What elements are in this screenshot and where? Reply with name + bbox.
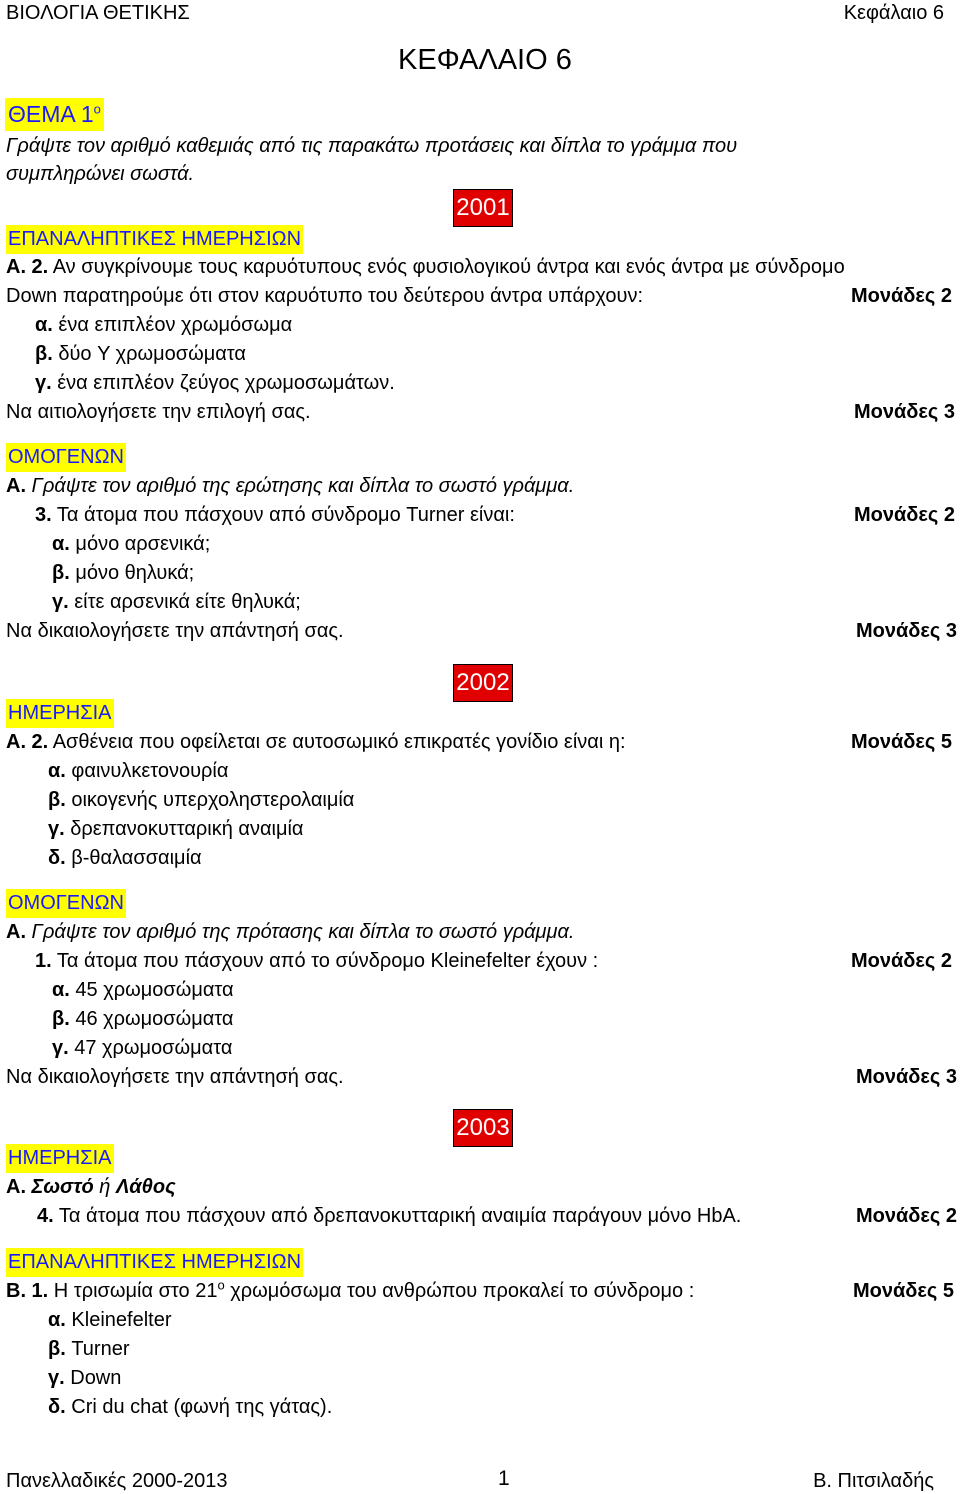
chapter-title: ΚΕΦΑΛΑΙΟ 6: [398, 44, 572, 76]
section-label: ΗΜΕΡΗΣΙΑ: [6, 699, 114, 728]
theme-label: ΘΕΜΑ $1^o$: [5, 98, 104, 131]
option-item: γ. δρεπανοκυτταρική αναιμία: [48, 818, 304, 840]
intro-line-1: Γράψτε τον αριθμό καθεμιάς από τις παρακάτω προτάσεις και δίπλα το γράμμα που: [6, 135, 738, 157]
justify-line: Να δικαιολογήσετε την απάντησή σας.: [6, 620, 344, 642]
option-item: γ. 47 χρωμοσώματα: [52, 1037, 233, 1059]
year-badge-2001: 2001: [453, 189, 513, 227]
justify-line: Να αιτιολογήσετε την επιλογή σας.: [6, 401, 311, 423]
units-label: Μονάδες 3: [856, 620, 957, 642]
units-label: Μονάδες 3: [856, 1066, 957, 1088]
header-subject: ΒΙΟΛΟΓΙΑ ΘΕΤΙΚΗΣ: [6, 2, 190, 24]
option-item: β. οικογενής υπερχοληστερολαιμία: [48, 789, 355, 811]
option-item: α. Kleinefelter: [48, 1309, 172, 1331]
option-item: α. μόνο αρσενικά;: [52, 533, 211, 555]
year-badge-2002: 2002: [453, 664, 513, 702]
page-number: 1: [498, 1467, 510, 1490]
header-chapter: Κεφάλαιο 6: [843, 2, 944, 24]
option-item: β. 46 χρωμοσώματα: [52, 1008, 234, 1030]
question-line: 4. Τα άτομα που πάσχουν από δρεπανοκυτταρική αναιμία παράγουν μόνο HbA.: [37, 1205, 742, 1227]
justify-line: Να δικαιολογήσετε την απάντησή σας.: [6, 1066, 344, 1088]
option-item: β. Turner: [48, 1338, 130, 1360]
question-line: Α. 2. Αν συγκρίνουμε τους καρυότυπους ενός φυσιολογικού άντρα και ενός άντρα με σύνδρομο: [6, 256, 845, 278]
units-label: Μονάδες 2: [856, 1205, 957, 1227]
option-item: β. δύο Y χρωμοσώματα: [35, 343, 246, 365]
option-item: α. φαινυλκετονουρία: [48, 760, 229, 782]
option-item: β. μόνο θηλυκά;: [52, 562, 195, 584]
units-label: Μονάδες 3: [854, 401, 955, 423]
units-label: Μονάδες 2: [851, 285, 952, 307]
option-item: γ. ένα επιπλέον ζεύγος χρωμοσωμάτων.: [35, 372, 395, 394]
question-line: Α. 2. Ασθένεια που οφείλεται σε αυτοσωμικό επικρατές γονίδιο είναι η:: [6, 731, 626, 753]
option-item: α. 45 χρωμοσώματα: [52, 979, 234, 1001]
section-label: ΕΠΑΝΑΛΗΠΤΙΚΕΣ ΗΜΕΡΗΣΙΩΝ: [6, 1248, 303, 1277]
option-item: δ. β-θαλασσαιμία: [48, 847, 202, 869]
units-label: Μονάδες 2: [851, 950, 952, 972]
units-label: Μονάδες 5: [851, 731, 952, 753]
option-item: δ. Cri du chat (φωνή της γάτας).: [48, 1396, 333, 1418]
footer-author: Β. Πιτσιλαδής: [813, 1470, 934, 1492]
question-line: 1. Τα άτομα που πάσχουν από το σύνδρομο Kleinefelter έχουν :: [35, 950, 599, 972]
section-label: ΗΜΕΡΗΣΙΑ: [6, 1144, 114, 1173]
instruction-line: Α. Σωστό ή Λάθος: [6, 1176, 176, 1198]
section-label: ΟΜΟΓΕΝΩΝ: [6, 443, 126, 472]
option-item: γ. Down: [48, 1367, 122, 1389]
units-label: Μονάδες 5: [853, 1280, 954, 1302]
footer-left: Πανελλαδικές 2000-2013: [6, 1470, 228, 1492]
section-label: ΟΜΟΓΕΝΩΝ: [6, 889, 126, 918]
option-item: γ. είτε αρσενικά είτε θηλυκά;: [52, 591, 301, 613]
question-line: Β. 1. Η τρισωμία στο $21^o$ χρωμόσωμα του ανθρώπου προκαλεί το σύνδρομο :: [6, 1277, 695, 1302]
instruction-line: Α. Γράψτε τον αριθμό της ερώτησης και δίπλα το σωστό γράμμα.: [6, 475, 575, 497]
instruction-line: Α. Γράψτε τον αριθμό της πρότασης και δίπλα το σωστό γράμμα.: [6, 921, 575, 943]
intro-line-2: συμπληρώνει σωστά.: [6, 163, 195, 185]
question-line: Down παρατηρούμε ότι στον καρυότυπο του δεύτερου άντρα υπάρχουν:: [6, 285, 644, 307]
question-line: 3. Τα άτομα που πάσχουν από σύνδρομο Turner είναι:: [35, 504, 515, 526]
option-item: α. ένα επιπλέον χρωμόσωμα: [35, 314, 293, 336]
year-badge-2003: 2003: [453, 1109, 513, 1147]
units-label: Μονάδες 2: [854, 504, 955, 526]
section-label: ΕΠΑΝΑΛΗΠΤΙΚΕΣ ΗΜΕΡΗΣΙΩΝ: [6, 225, 303, 254]
